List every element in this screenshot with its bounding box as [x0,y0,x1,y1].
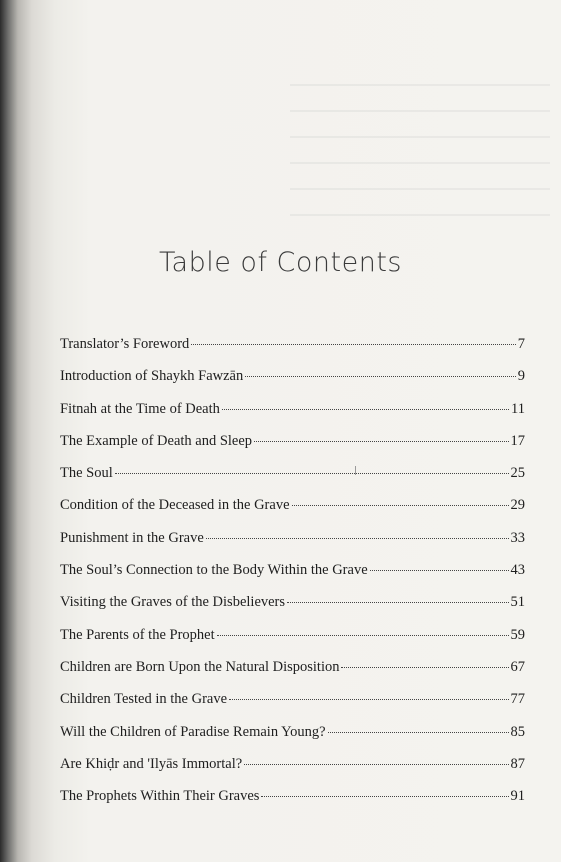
toc-entry-page: 25 [510,465,525,482]
toc-entry-title: The Soul’s Connection to the Body Within the Grave [60,562,368,579]
toc-entry-title: The Prophets Within Their Graves [60,788,260,805]
dot-leader [191,344,515,345]
toc-entry [60,562,525,594]
dot-leader [245,376,516,377]
dot-leader [115,473,509,474]
dot-leader [287,602,508,603]
toc-entry-page: 29 [510,497,525,514]
dot-leader [222,409,509,410]
toc-entry-title: Condition of the Deceased in the Grave [60,497,290,514]
dot-leader [328,732,509,733]
toc-entry-title: Translator’s Foreword [60,336,190,352]
toc-entry-title: Will the Children of Paradise Remain Young? [60,723,326,740]
toc-entry [60,465,525,497]
toc-entry-title: Introduction of Shaykh Fawzān [60,368,244,385]
toc-entry-title: The Soul [60,465,113,482]
toc-entry [60,530,525,562]
toc-entry [60,433,525,465]
toc-entry-title: Children Tested in the Grave [60,691,228,708]
toc-entry [60,659,525,691]
toc-entry-page: 67 [510,658,525,675]
toc-entry [60,594,525,626]
toc-entry-title: Are Khiḍr and 'Ilyās Immortal? [60,755,243,772]
stray-mark [355,466,356,475]
dot-leader [217,635,509,636]
toc-entry-title: The Example of Death and Sleep [60,432,253,449]
toc-entry [60,724,525,756]
show-through-text [290,60,550,260]
toc-entry-page: 85 [510,723,525,740]
toc-entry-page: 7 [517,336,525,352]
dot-leader [292,505,509,506]
toc-entry [60,788,525,820]
toc-entry [60,691,525,723]
table-of-contents [60,336,525,820]
toc-entry-title: Punishment in the Grave [60,529,204,546]
toc-entry [60,401,525,433]
toc-entry-page: 33 [510,529,525,546]
toc-entry-page: 9 [517,368,525,385]
toc-entry-page: 91 [510,788,525,805]
toc-entry-page: 43 [510,562,525,579]
dot-leader [370,570,509,571]
toc-entry-page: 87 [510,755,525,772]
toc-entry-title: Children are Born Upon the Natural Disposition [60,658,340,675]
toc-entry [60,497,525,529]
toc-entry-title: The Parents of the Prophet [60,626,215,643]
dot-leader [261,796,508,797]
dot-leader [229,699,508,700]
toc-entry-page: 51 [510,594,525,611]
toc-entry-page: 59 [510,626,525,643]
toc-entry-page: 77 [510,691,525,708]
dot-leader [244,764,508,765]
toc-entry [60,627,525,659]
page-title: Table of Contents [159,247,402,278]
toc-entry-title: Visiting the Graves of the Disbelievers [60,594,286,611]
dot-leader [341,667,508,668]
toc-entry [60,368,525,400]
dot-leader [206,538,509,539]
toc-entry-page: 11 [511,400,525,417]
toc-entry-page: 17 [510,432,525,449]
toc-entry [60,756,525,788]
dot-leader [254,441,508,442]
toc-entry [60,336,525,368]
toc-entry-title: Fitnah at the Time of Death [60,400,220,417]
